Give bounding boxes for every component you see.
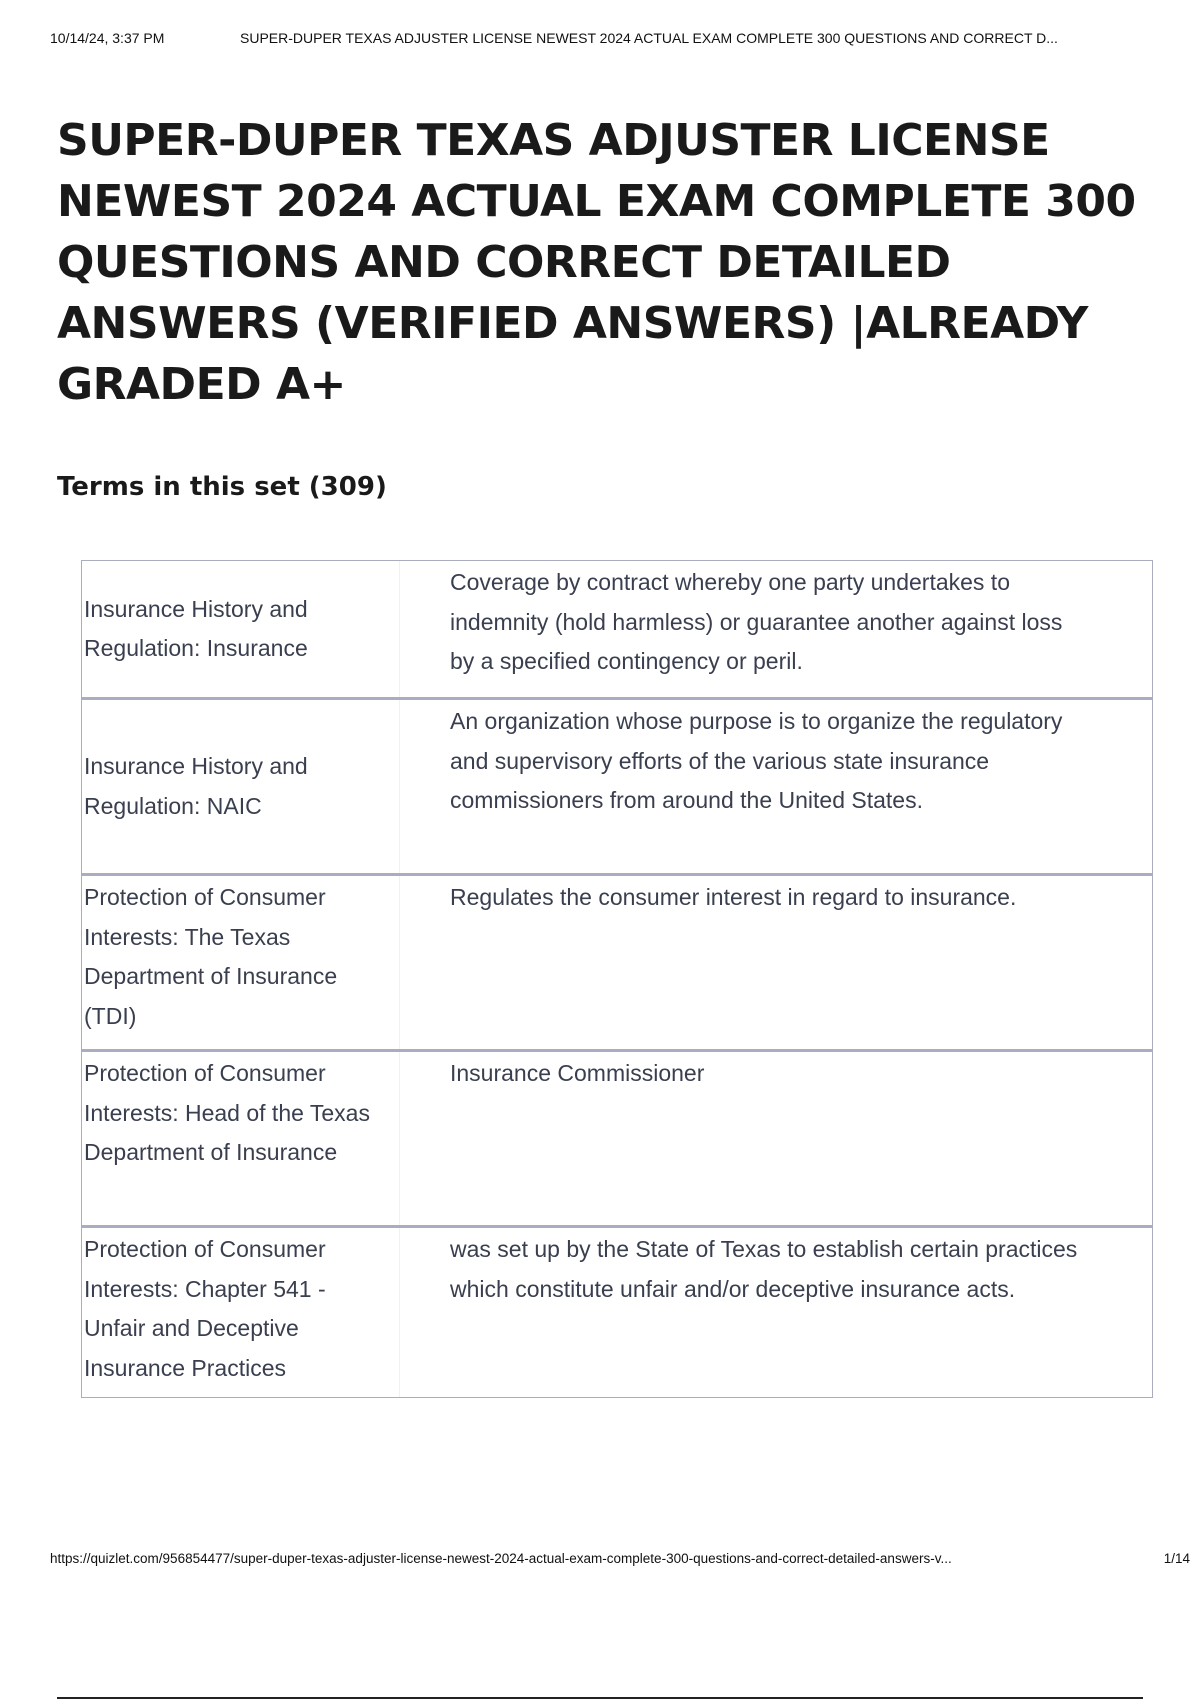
term-row[interactable] xyxy=(82,1049,1152,1225)
definition-text: Coverage by contract whereby one party undertakes to indemnity (hold harmless) or guarantee another against loss by a specified contingency or peril. xyxy=(450,569,1063,674)
term-text: Protection of Consumer Interests: Chapter 541 - Unfair and Deceptive Insurance Practices xyxy=(84,1236,326,1381)
print-header xyxy=(50,30,1190,52)
page-title: SUPER-DUPER TEXAS ADJUSTER LICENSE NEWEST 2024 ACTUAL EXAM COMPLETE 300 QUESTIONS AND CORRECT DETAILED ANSWERS (VERIFIED ANSWERS) |ALREADY GRADED A+ xyxy=(57,115,1136,410)
term-row[interactable] xyxy=(82,697,1152,873)
terms-table xyxy=(81,560,1153,1398)
definition-cell xyxy=(400,876,1152,1049)
definition-cell xyxy=(400,1052,1152,1225)
definition-cell xyxy=(400,561,1152,697)
definition-text: Insurance Commissioner xyxy=(450,1060,705,1086)
term-text: Insurance History and Regulation: Insurance xyxy=(84,595,308,661)
term-text: Protection of Consumer Interests: Head of the Texas Department of Insurance xyxy=(84,1060,370,1165)
page-number: 1/14 xyxy=(1163,1551,1190,1566)
term-row[interactable] xyxy=(82,873,1152,1049)
term-cell xyxy=(82,1052,400,1225)
term-cell xyxy=(82,1228,400,1397)
term-cell xyxy=(82,561,400,697)
term-text: Protection of Consumer Interests: The Texas Department of Insurance (TDI) xyxy=(84,884,338,1029)
definition-text: An organization whose purpose is to organize the regulatory and supervisory efforts of the various state insurance commissioners from around the United States. xyxy=(450,708,1063,813)
term-row[interactable] xyxy=(82,561,1152,697)
term-cell xyxy=(82,700,400,873)
term-row[interactable] xyxy=(82,1225,1152,1397)
print-date: 10/14/24, 3:37 PM xyxy=(50,30,165,46)
page-url-link[interactable]: https://quizlet.com/956854477/super-duper-texas-adjuster-license-newest-2024-actual-exam-complete-300-questions-and-correct-detailed-answers-v... xyxy=(50,1551,952,1566)
print-doc-title: SUPER-DUPER TEXAS ADJUSTER LICENSE NEWEST 2024 ACTUAL EXAM COMPLETE 300 QUESTIONS AND CORRECT D... xyxy=(240,30,1058,46)
page-break-divider xyxy=(57,1697,1143,1699)
definition-text: was set up by the State of Texas to establish certain practices which constitute unfair and/or deceptive insurance acts. xyxy=(450,1236,1078,1302)
terms-count-heading: Terms in this set (309) xyxy=(57,472,387,502)
definition-text: Regulates the consumer interest in regard to insurance. xyxy=(450,884,1017,910)
term-text: Insurance History and Regulation: NAIC xyxy=(84,753,308,819)
definition-cell xyxy=(400,1228,1152,1397)
print-footer xyxy=(50,1551,1190,1571)
term-cell xyxy=(82,876,400,1049)
definition-cell xyxy=(400,700,1152,873)
